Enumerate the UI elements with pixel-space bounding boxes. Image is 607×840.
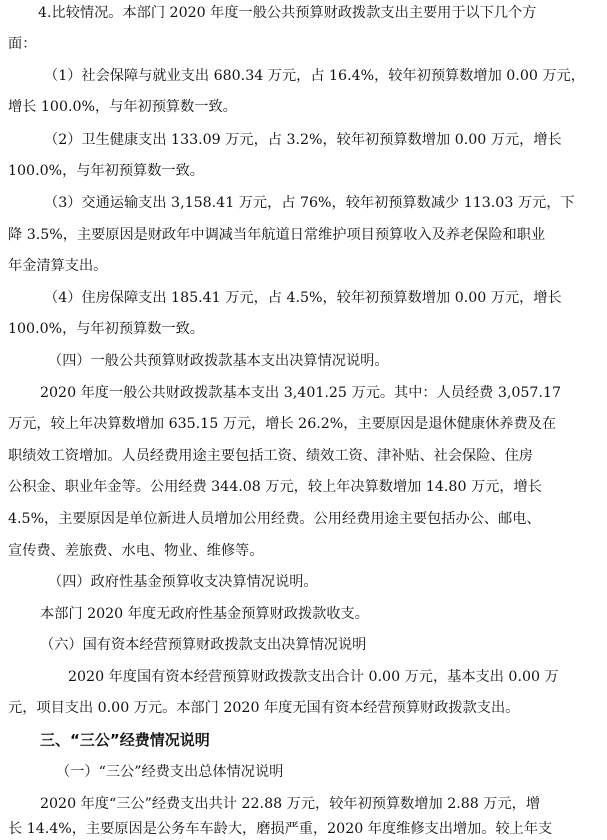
text-line: 本部门 2020 年度无政府性基金预算财政拨款收支。 [40,606,369,622]
text-line: 宣传费、差旅费、水电、物业、维修等。 [8,543,264,559]
text-line: （4）住房保障支出 185.41 万元，占 4.5%，较年初预算数增加 0.00 万元，增长 [44,290,562,306]
text-line: 万元，较上年决算数增加 635.15 万元，增长 26.2%，主要原因是退休健康休养费及在 [8,416,557,432]
section-heading: （四）一般公共预算财政拨款基本支出决算情况说明。 [48,353,389,369]
text-line: 降 3.5%，主要原因是财政年中调减当年航道日常维护项目预算收入及养老保险和职业 [8,227,546,243]
text-line: 元，项目支出 0.00 万元。本部门 2020 年度无国有资本经营预算财政拨款支出。 [8,700,520,716]
text-line: 100.0%，与年初预算数一致。 [8,321,204,337]
text-line: 4.比较情况。本部门 2020 年度一般公共预算财政拨款支出主要用于以下几个方 [38,5,537,21]
text-line: 2020 年度一般公共财政拨款基本支出 3,401.25 万元。其中：人员经费 3,057.17 [40,385,562,401]
text-line: 4.5%，主要原因是单位新进人员增加公用经费。公用经费用途主要包括办公、邮电、 [8,511,541,527]
text-line: 面： [8,36,37,52]
text-line: 职绩效工资增加。人员经费用途主要包括工资、绩效工资、津补贴、社会保险、住房 [8,448,533,464]
text-line: 100.0%，与年初预算数一致。 [8,163,204,179]
text-line: （3）交通运输支出 3,158.41 万元，占 76%，较年初预算数减少 113.03 万元，下 [44,195,575,211]
text-line: 年金清算支出。 [8,258,108,274]
text-line: 公积金、职业年金等。公用经费 344.08 万元，较上年决算数增加 14.80 万元，增长 [8,479,542,495]
text-line: 2020 年度“三公”经费支出共计 22.88 万元，较年初预算数增加 2.88 万元，增 [40,796,541,812]
text-line: 增长 100.0%，与年初预算数一致。 [8,99,237,115]
text-line: （1）社会保障与就业支出 680.34 万元，占 16.4%，较年初预算数增加 0.00 万元， [44,68,585,84]
chapter-heading: 三、“三公”经费情况说明 [40,731,210,749]
text-line: 2020 年度国有资本经营预算财政拨款支出合计 0.00 万元，基本支出 0.00 万 [68,669,559,685]
text-line: 长 14.4%，主要原因是公务车车龄大，磨损严重，2020 年度维修支出增加。较上年支 [8,821,553,837]
section-heading: （六）国有资本经营预算财政拨款支出决算情况说明 [40,637,367,653]
text-line: （2）卫生健康支出 133.09 万元，占 3.2%，较年初预算数增加 0.00 万元，增长 [44,132,562,148]
section-heading: （一）“三公”经费支出总体情况说明 [56,764,284,780]
section-heading: （四）政府性基金预算收支决算情况说明。 [48,574,318,590]
